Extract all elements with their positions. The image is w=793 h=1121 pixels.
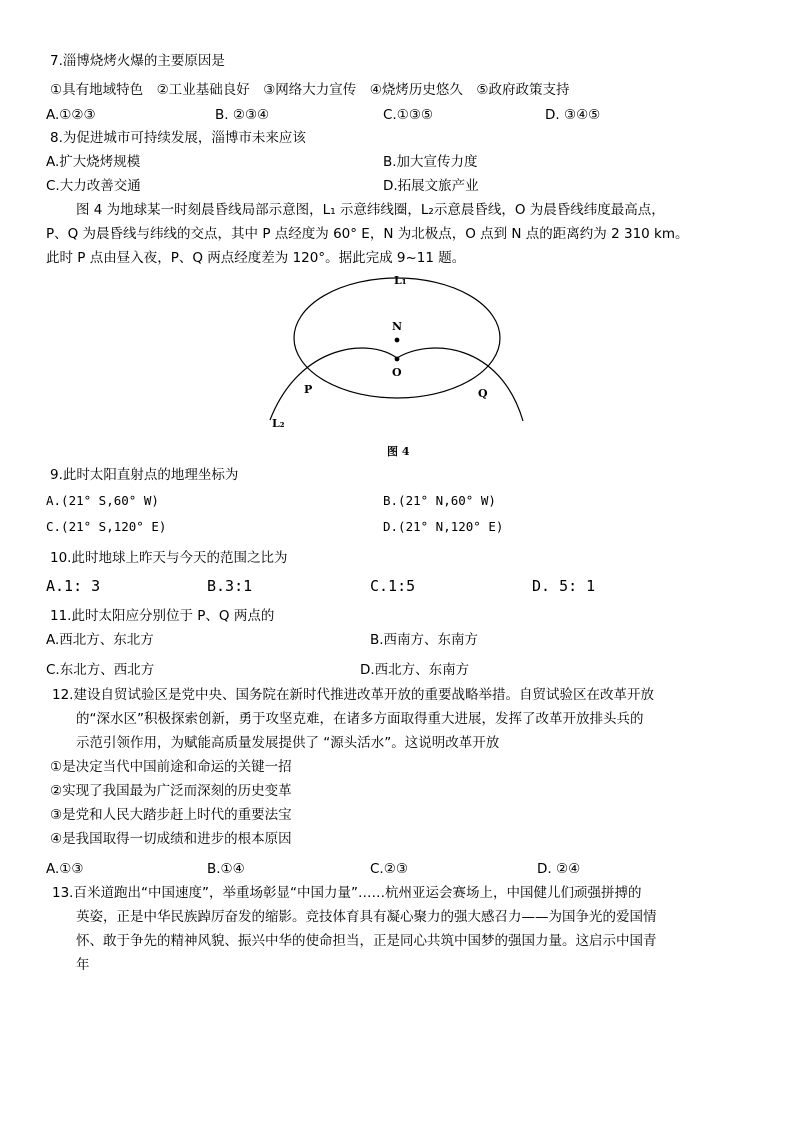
q8-option-c: C.大力改善交通: [46, 178, 141, 194]
q9-option-c: C.(21° S,120° E): [46, 519, 167, 534]
q10-option-a: A.1: 3: [46, 577, 101, 595]
intro-line-1: 图 4 为地球某一时刻晨昏线局部示意图，L₁ 示意纬线圈，L₂示意晨昏线，O 为晨昏线纬度最高点，: [76, 202, 665, 218]
q9-option-b: B.(21° N,60° W): [383, 493, 496, 508]
q8-option-a: A.扩大烧烤规模: [46, 154, 141, 170]
q13-line-4: 年: [76, 957, 90, 973]
q8-option-b: B.加大宣传力度: [383, 154, 478, 170]
q10-option-c: C.1:5: [370, 577, 416, 595]
q12-statement-4: ④是我国取得一切成绩和进步的根本原因: [50, 831, 292, 847]
q10-option-d: D. 5: 1: [532, 577, 596, 595]
q11-option-c: C.东北方、西北方: [46, 662, 155, 678]
q12-line-1: 12.建设自贸试验区是党中央、国务院在新时代推进改革开放的重要战略举措。自贸试验区在改革开放: [52, 687, 654, 703]
label-l1: L₁: [394, 274, 407, 287]
q7-option-c: C.①③⑤: [383, 107, 434, 123]
q13-line-1: 13.百米道跑出“中国速度”，举重场彰显“中国力量”……杭州亚运会赛场上，中国健儿们顽强拼搏的: [52, 885, 642, 901]
q9-option-d: D.(21° N,120° E): [383, 519, 504, 534]
label-q: Q: [478, 387, 488, 400]
q9-option-a: A.(21° S,60° W): [46, 493, 159, 508]
q11-option-b: B.西南方、东南方: [370, 632, 479, 648]
q12-statement-3: ③是党和人民大踏步赶上时代的重要法宝: [50, 807, 292, 823]
figure-caption: 图 4: [387, 445, 410, 458]
label-p: P: [304, 383, 313, 396]
q12-option-c: C.②③: [370, 861, 408, 877]
q10-stem: 10.此时地球上昨天与今天的范围之比为: [50, 550, 288, 566]
q13-line-3: 怀、敢于争先的精神风貌、振兴中华的使命担当，正是同心共筑中国梦的强国力量。这启示中国青: [76, 933, 657, 949]
intro-line-2: P、Q 为晨昏线与纬线的交点，其中 P 点经度为 60° E，N 为北极点，O 点到 N 点的距离约为 2 310 km。: [46, 226, 689, 242]
q12-option-b: B.①④: [207, 861, 245, 877]
q7-option-d: D. ③④⑤: [545, 107, 601, 123]
q13-line-2: 英姿，正是中华民族踔厉奋发的缩影。竞技体育具有凝心聚力的强大感召力——为国争光的爱国情: [76, 909, 657, 925]
point-n: [395, 338, 400, 343]
point-o: [395, 357, 400, 362]
q7-statements: ①具有地域特色 ②工业基础良好 ③网络大力宣传 ④烧烤历史悠久 ⑤政府政策支持: [50, 82, 570, 98]
q8-stem: 8.为促进城市可持续发展，淄博市未来应该: [50, 130, 306, 146]
q9-stem: 9.此时太阳直射点的地理坐标为: [50, 467, 239, 483]
label-o: O: [392, 366, 402, 379]
q10-option-b: B.3:1: [207, 577, 253, 595]
q11-option-a: A.西北方、东北方: [46, 632, 154, 648]
q8-option-d: D.拓展文旅产业: [383, 178, 479, 194]
q12-statement-2: ②实现了我国最为广泛而深刻的历史变革: [50, 783, 292, 799]
label-l2: L₂: [272, 417, 285, 430]
q11-stem: 11.此时太阳应分别位于 P、Q 两点的: [50, 608, 275, 624]
q12-statement-1: ①是决定当代中国前途和命运的关键一招: [50, 759, 292, 775]
q7-option-b: B. ②③④: [215, 107, 270, 123]
label-n: N: [392, 320, 403, 333]
q7-stem: 7.淄博烧烤火爆的主要原因是: [50, 53, 225, 69]
q11-option-d: D.西北方、东南方: [360, 662, 470, 678]
q12-line-2: 的“深水区”积极探索创新，勇于攻坚克难，在诸多方面取得重大进展，发挥了改革开放排头兵的: [76, 711, 644, 727]
q12-line-3: 示范引领作用，为赋能高质量发展提供了 “源头活水”。这说明改革开放: [76, 735, 500, 751]
q12-option-d: D. ②④: [537, 861, 581, 877]
intro-line-3: 此时 P 点由昼入夜，P、Q 两点经度差为 120°。据此完成 9~11 题。: [46, 250, 466, 266]
q12-option-a: A.①③: [46, 861, 84, 877]
figure-terminator-diagram: [260, 268, 540, 438]
q7-option-a: A.①②③: [46, 107, 96, 123]
